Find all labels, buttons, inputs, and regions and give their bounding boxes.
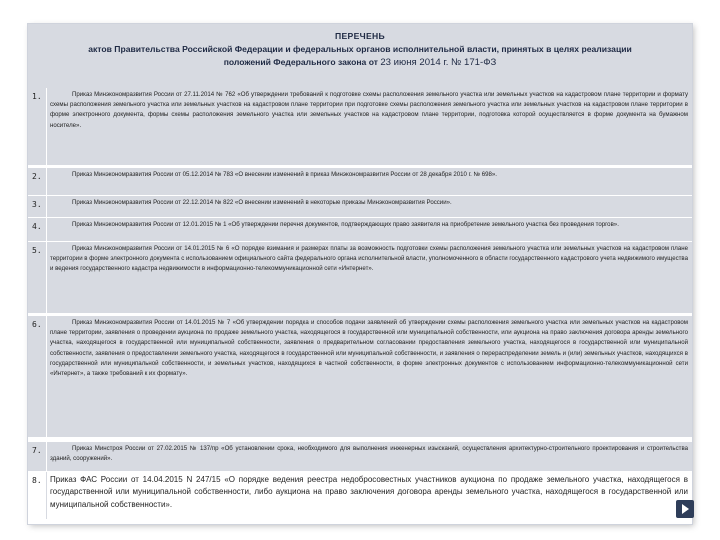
list-item [28,196,692,218]
row-divider [46,88,47,165]
item-text: Приказ Минэкономразвития России от 12.01.2015 № 1 «Об утверждении перечня документов, подтверждающих право заявителя на приобретение земельного участка без проведения торгов». [72,221,619,228]
list-item [28,218,692,242]
item-text: Приказ ФАС России от 14.04.2015 N 247/15 «О порядке ведения реестра недобросовестных участников аукциона по продаже земельного участка, находящегося в государственной или муниципальной собственности, либо аукциона на право заключения договора аренды земельного участка, находящегося в государственной или муниципальной собственности». [50,475,688,509]
row-divider [46,242,47,313]
row-divider [46,316,47,437]
item-text: Приказ Минэкономразвития России от 22.12.2014 № 822 «О внесении изменений в некоторые приказы Минэкономразвития России». [72,199,452,206]
list-item [28,472,692,520]
list-header [28,24,692,88]
item-text: Приказ Минэкономразвития России от 14.01.2015 № 6 «О порядке взимания и размерах платы за возможность подготовки схемы расположения земельного участка или земельных участков на кадастровом плане территории в форме электронного документа с использованием официального сайта федерального органа исполнительной власти, уполномоченного в области государственного кадастрового учета недвижимого имущества и ведения государственного кадастра недвижимости в информационно-телекоммуникационной сети «Интернет». [50,245,688,273]
list-item [28,168,692,196]
item-number: 3. [32,200,42,209]
law-date: 23 июня 2014 г. № 171-ФЗ [380,57,497,68]
list-item [28,88,692,166]
item-number: 5. [32,246,42,255]
item-text: Приказ Минстроя России от 27.02.2015 № 137/пр «Об установлении срока, необходимого для выполнения инженерных изысканий, осуществления архитектурно-строительного проектирования и строительства зданий, сооружений». [50,445,688,463]
header-line-2 [28,56,692,69]
item-number: 1. [32,92,42,101]
item-number: 6. [32,320,42,329]
item-text: Приказ Минэкономразвития России от 05.12.2014 № 783 «О внесении изменений в приказ Минэкономразвития России от 28 декабря 2010 г. № 698». [72,171,497,178]
list-item [28,442,692,472]
item-number: 4. [32,222,42,231]
slide [28,24,692,524]
row-divider [46,218,47,241]
item-number: 2. [32,172,42,181]
row-divider [46,168,47,195]
nav-arrow-icon[interactable] [676,500,694,518]
header-line-1: актов Правительства Российской Федерации и федеральных органов исполнительной власти, принятых в целях реализации [88,44,632,54]
nav-arrow-icon-glyph [676,500,694,518]
item-number: 8. [32,476,42,485]
list-title: ПЕРЕЧЕНЬ [335,31,385,41]
list-item [28,242,692,314]
item-text: Приказ Минэкономразвития России от 14.01.2015 № 7 «Об утверждении порядка и способов подачи заявлений об утверждении схемы расположения земельного участка или земельных участков на кадастровом плане территории, заявления о проведении аукциона по продаже земельного участка, находящегося в государственной или муниципальной собственности, или аукциона на право заключения договора аренды земельного участка, находящегося в государственной или муниципальной собственности, заявления о предварительном согласовании предоставления земельного участка, находящегося в государственной или муниципальной собственности, заявления о предоставлении земельного участка, находящегося в государственной или муниципальной собственности, и заявления о перераспределении земель и (или) земельных участков, находящихся в государственной или муниципальной собственности, и земельных участков, находящихся в частной собственности, в форме электронных документов с использованием информационно-телекоммуникационной сети «Интернет», а также требований к их формату». [50,319,688,378]
row-divider [46,196,47,217]
item-text: Приказ Минэкономразвития России от 27.11.2014 № 762 «Об утверждении требований к подготовке схемы расположения земельного участка или земельных участков на кадастровом плане территории и формату схемы расположения земельного участка или земельных участков на кадастровом плане территории при подготовке схемы расположения земельного участка или земельных участков на кадастровом плане территории в форме электронного документа, формы схемы расположения земельного участка или земельных участков на кадастровом плане территории, подготовка которой осуществляется в форме документа на бумажном носителе». [50,91,688,129]
item-number: 7. [32,446,42,455]
row-divider [46,472,47,519]
header-line-2-prefix: положений Федерального закона от [223,57,381,67]
row-divider [46,442,47,471]
list-item [28,316,692,438]
